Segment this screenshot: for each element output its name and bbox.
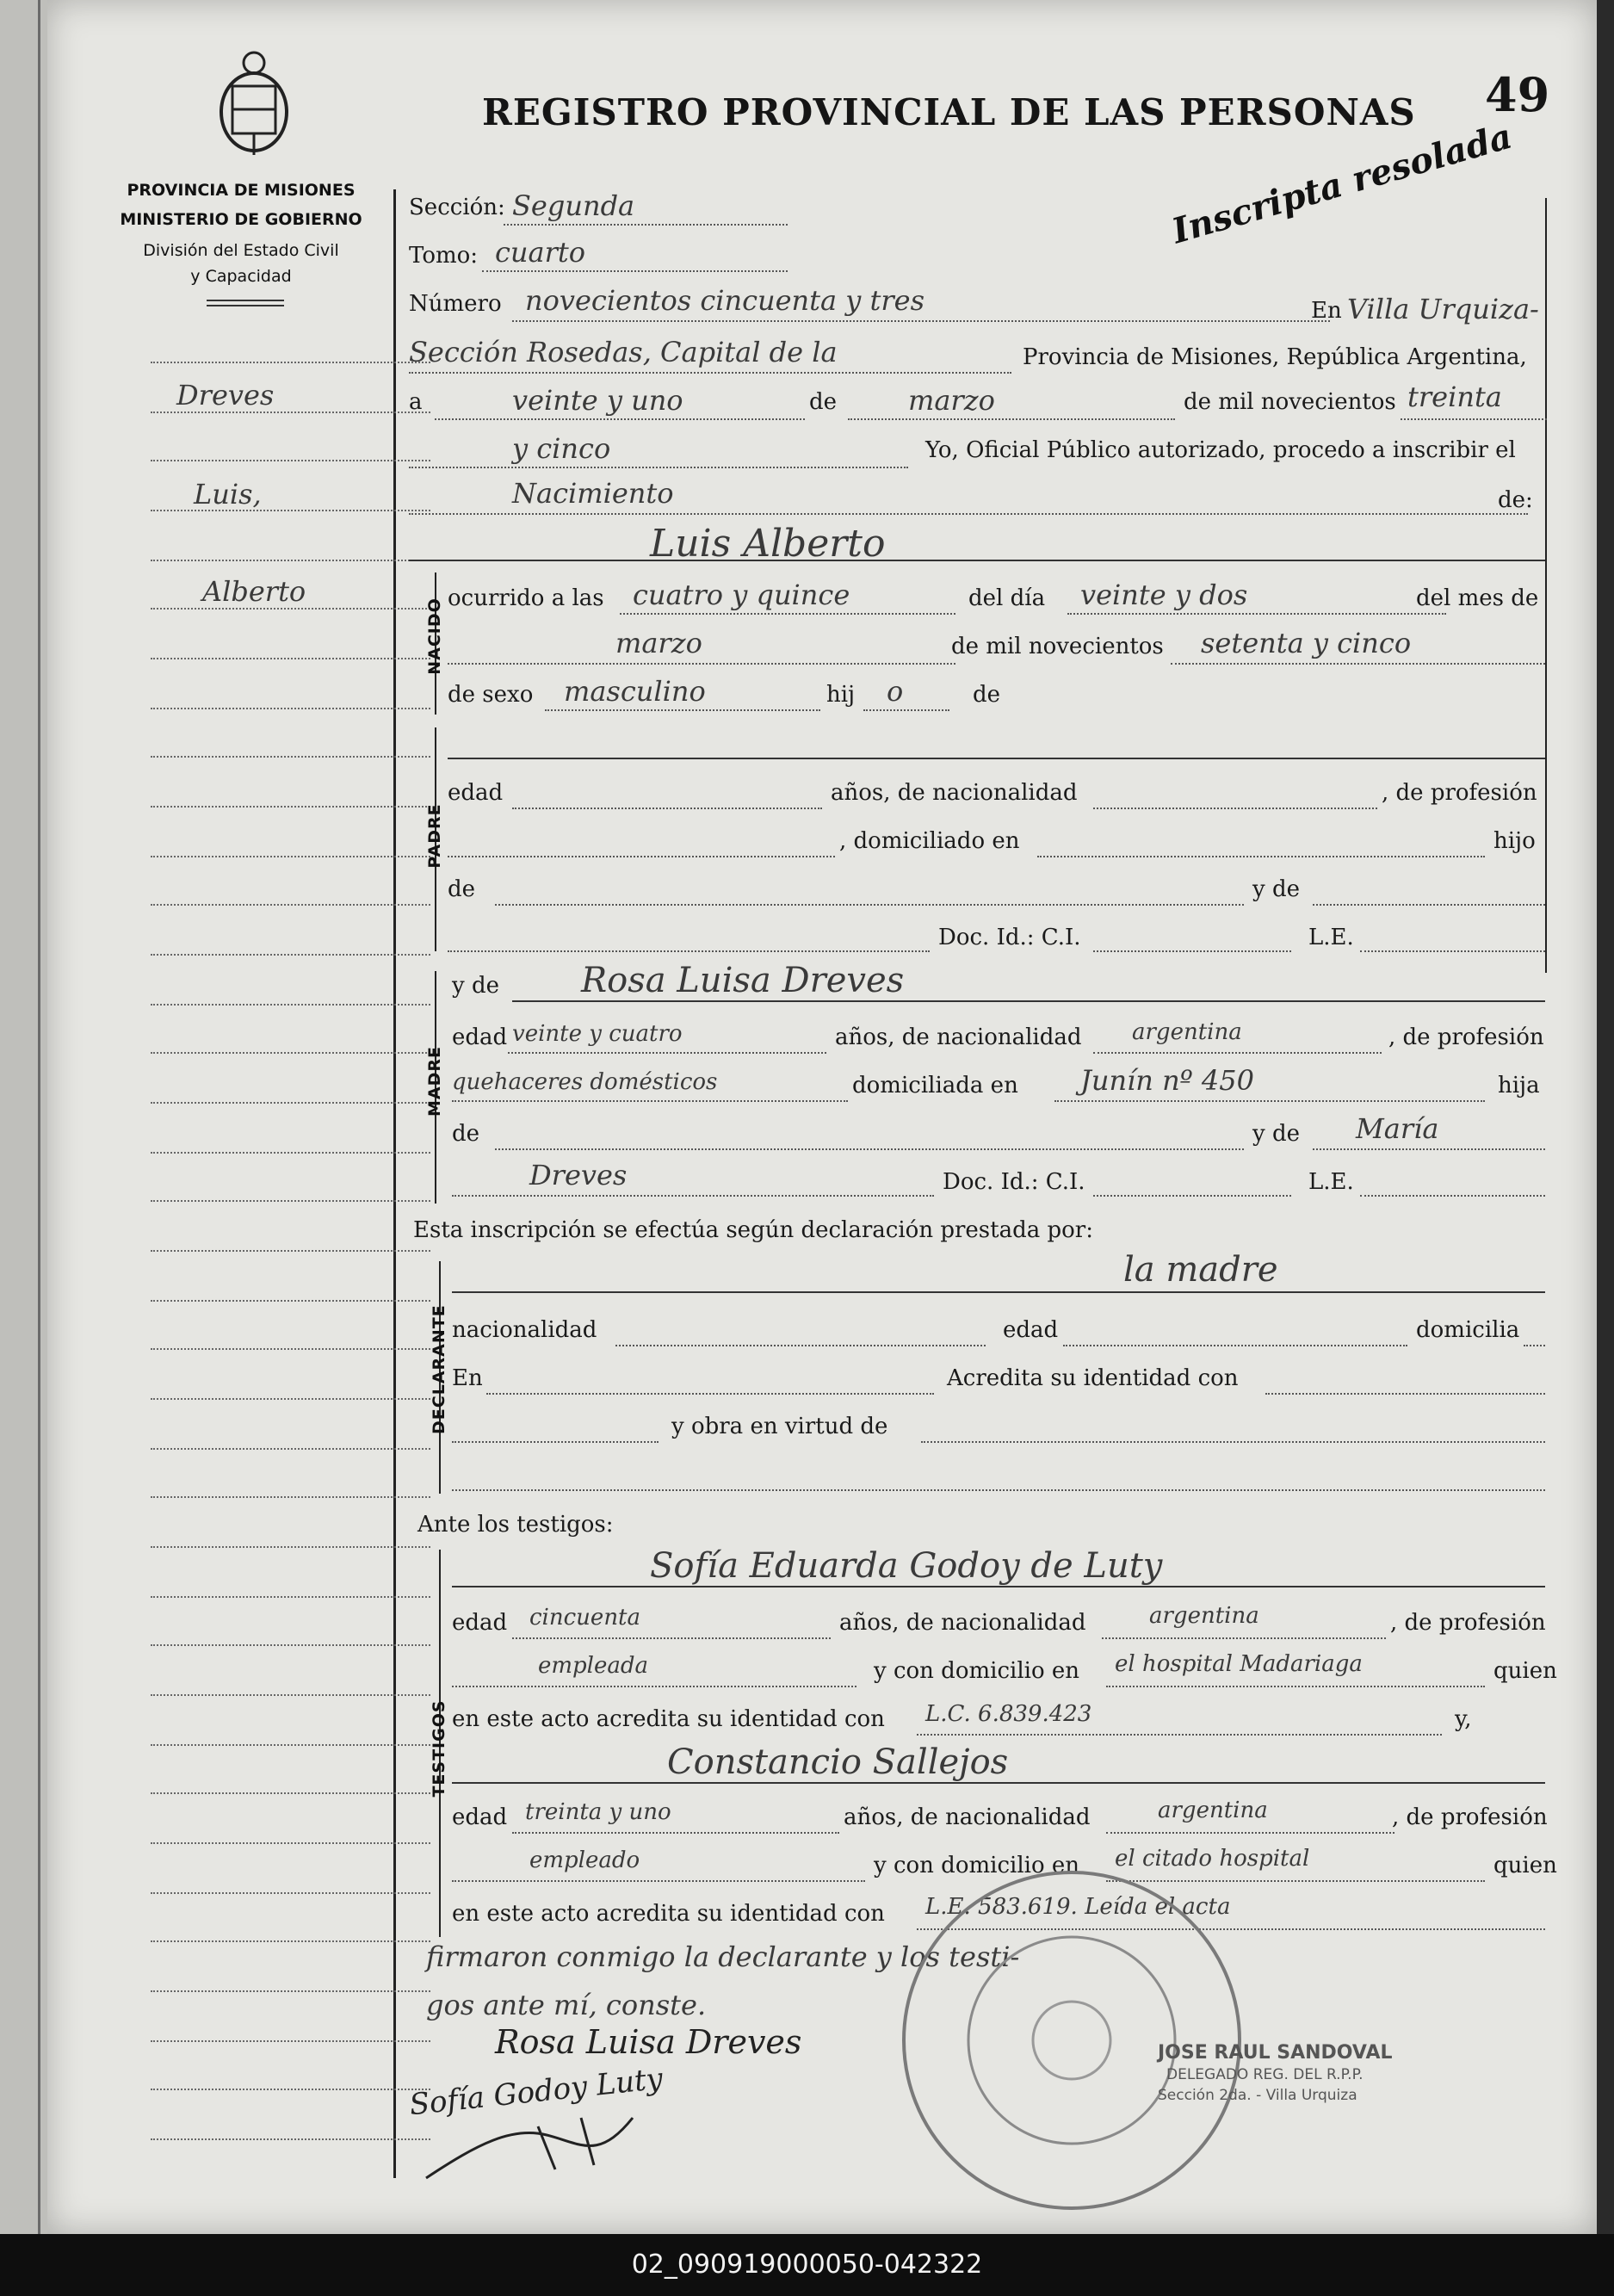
document-id: 02_090919000050-042322 (631, 2250, 983, 2280)
value-t2-profesion: empleado (529, 1847, 640, 1873)
margin-note-first-name: Luis, (194, 478, 262, 511)
side-label-declarante: DECLARANTE (430, 1304, 448, 1434)
label-t2-domicilio: y con domicilio en (874, 1853, 1080, 1878)
label-declarante-domicilia: domicilia (1416, 1317, 1520, 1343)
label-sexo: de sexo (448, 682, 534, 708)
label-t1-acredita: en este acto acredita su identidad con (452, 1706, 885, 1732)
label-madre-edad: edad (452, 1024, 508, 1050)
value-nombre: Luis Alberto (650, 522, 886, 566)
label-declarante-obra: y obra en virtud de (671, 1414, 888, 1439)
label-madre-profesion: , de profesión (1388, 1024, 1544, 1050)
side-label-padre: PADRE (425, 803, 444, 869)
value-anio-cont: y cinco (512, 432, 611, 465)
value-madre-profesion: quehaceres domésticos (452, 1069, 718, 1095)
registry-page (47, 0, 1597, 2234)
value-numero: novecientos cincuenta y tres (525, 284, 925, 317)
label-del-mes: del mes de (1416, 585, 1539, 611)
label-padre-de: de (448, 876, 476, 902)
signature-witness: Sofía Godoy Luty (407, 2061, 665, 2123)
label-inscripcion: Esta inscripción se efectúa según declaración prestada por: (413, 1217, 1093, 1243)
label-declarante-en: En (452, 1365, 483, 1391)
label-t2-edad: edad (452, 1804, 508, 1830)
margin-note-surname: Dreves (176, 379, 275, 412)
stamp-title: DELEGADO REG. DEL R.P.P. (1166, 2066, 1364, 2083)
label-t1-domicilio: y con domicilio en (874, 1658, 1080, 1684)
label-madre-y-de-2: y de (1252, 1121, 1300, 1147)
label-a: a (409, 389, 423, 415)
value-t1-documento: L.C. 6.839.423 (925, 1701, 1092, 1727)
label-yo-oficial: Yo, Oficial Público autorizado, procedo a inscribir el (925, 437, 1516, 463)
value-madre-nacionalidad: argentina (1132, 1019, 1242, 1045)
label-seccion: Sección: (409, 195, 505, 220)
value-t1-domicilio: el hospital Madariaga (1115, 1651, 1363, 1677)
stamp-annotation: Inscripta resolada (1167, 115, 1517, 252)
column-divider (393, 189, 396, 2178)
label-declarante-edad: edad (1003, 1317, 1059, 1343)
label-ocurrido: ocurrido a las (448, 585, 604, 611)
signature-official (409, 2092, 684, 2195)
value-t2-documento: L.E. 583.619. Leída el acta (925, 1894, 1231, 1920)
value-t1-edad: cincuenta (529, 1605, 641, 1631)
label-del-dia: del día (968, 585, 1046, 611)
page-number: 49 (1485, 67, 1550, 122)
label-t2-nacionalidad: años, de nacionalidad (844, 1804, 1091, 1830)
label-t1-profesion: , de profesión (1390, 1610, 1546, 1636)
label-mil-novecientos: de mil novecientos (1184, 389, 1396, 415)
value-anio: treinta (1407, 381, 1502, 413)
value-t2-edad: treinta y uno (525, 1799, 671, 1825)
value-madre-edad: veinte y cuatro (512, 1021, 683, 1047)
label-madre-doc: Doc. Id.: C.I. (943, 1169, 1085, 1195)
value-declarante: la madre (1123, 1250, 1278, 1290)
value-hora: cuatro y quince (633, 579, 850, 611)
label-padre-hijo: hijo (1493, 828, 1536, 854)
value-t1-nacionalidad: argentina (1149, 1603, 1259, 1629)
value-testigo1-nombre: Sofía Eduarda Godoy de Luty (650, 1546, 1163, 1586)
side-label-madre: MADRE (425, 1046, 444, 1117)
closing-line-2: gos ante mí, conste. (426, 1989, 707, 2021)
label-hij: hij (826, 682, 856, 708)
label-madre-de: de (452, 1121, 480, 1147)
label-padre-le: L.E. (1308, 925, 1354, 950)
label-madre-domicilio: domiciliada en (852, 1073, 1018, 1098)
label-t1-nacionalidad: años, de nacionalidad (839, 1610, 1086, 1636)
value-tomo: cuarto (495, 236, 586, 269)
label-t1-y: y, (1455, 1706, 1472, 1732)
label-padre-y-de: y de (1252, 876, 1300, 902)
header-line-3: División del Estado Civil (143, 241, 339, 260)
value-sexo: masculino (564, 675, 706, 708)
value-mes-nac: marzo (615, 627, 702, 659)
label-t2-profesion: , de profesión (1392, 1804, 1548, 1830)
value-madre-domicilio: Junín nº 450 (1080, 1064, 1254, 1097)
left-page-strip (0, 0, 47, 2234)
label-numero: Número (409, 291, 502, 317)
side-label-nacido: NACIDO (425, 597, 444, 675)
label-t1-quien: quien (1493, 1658, 1557, 1684)
label-ante-testigos: Ante los testigos: (417, 1512, 614, 1538)
value-testigo2-nombre: Constancio Sallejos (667, 1742, 1009, 1782)
label-de: de (809, 389, 838, 415)
label-madre-le: L.E. (1308, 1169, 1354, 1195)
label-padre-nacionalidad: años, de nacionalidad (831, 780, 1078, 806)
signature-declarante: Rosa Luisa Dreves (495, 2023, 802, 2061)
value-seccion: Segunda (512, 189, 635, 222)
value-acto: Nacimiento (512, 477, 674, 510)
label-t2-quien: quien (1493, 1853, 1557, 1878)
value-place: Villa Urquiza- (1347, 293, 1539, 325)
label-madre-hija: hija (1498, 1073, 1540, 1098)
right-border (1545, 198, 1547, 973)
label-madre-nacionalidad: años, de nacionalidad (835, 1024, 1082, 1050)
header-line-4: y Capacidad (190, 267, 292, 286)
value-madre-nombre: Rosa Luisa Dreves (581, 961, 905, 1000)
label-de-colon: de: (1498, 487, 1533, 513)
value-madre-madre-apellido: Dreves (529, 1159, 628, 1191)
stamp-office: Sección 2da. - Villa Urquiza (1158, 2087, 1357, 2104)
value-hij-suffix: o (887, 675, 904, 708)
label-provincia: Provincia de Misiones, República Argentina, (1023, 344, 1527, 370)
label-padre-edad: edad (448, 780, 504, 806)
footer-bar (0, 2234, 1614, 2296)
label-t2-acredita: en este acto acredita su identidad con (452, 1901, 885, 1927)
label-padre-doc: Doc. Id.: C.I. (938, 925, 1081, 950)
label-padre-profesion: , de profesión (1382, 780, 1537, 806)
value-madre-madre: María (1356, 1112, 1439, 1145)
value-t2-nacionalidad: argentina (1158, 1798, 1268, 1823)
label-tomo: Tomo: (409, 243, 479, 269)
label-t1-edad: edad (452, 1610, 508, 1636)
value-t1-profesion: empleada (538, 1653, 649, 1679)
closing-line-1: firmaron conmigo la declarante y los testi- (426, 1940, 1020, 1973)
official-seal (891, 1860, 1252, 2221)
label-madre-y-de: y de (452, 973, 499, 999)
value-dia: veinte y uno (512, 384, 683, 417)
side-label-testigos: TESTIGOS (430, 1699, 448, 1798)
value-place-continued: Sección Rosedas, Capital de la (409, 336, 838, 368)
label-mil-novecientos-2: de mil novecientos (951, 634, 1164, 659)
margin-note-middle-name: Alberto (202, 575, 306, 608)
label-en: En (1311, 298, 1342, 324)
stamp-name: JOSE RAUL SANDOVAL (1158, 2042, 1393, 2064)
value-mes: marzo (908, 384, 995, 417)
value-t2-domicilio: el citado hospital (1115, 1846, 1310, 1872)
label-declarante-acredita: Acredita su identidad con (947, 1365, 1239, 1391)
label-padre-domicilio: , domiciliado en (839, 828, 1020, 854)
coat-of-arms-icon (207, 47, 301, 159)
label-de-2: de (973, 682, 1001, 708)
label-declarante-nacionalidad: nacionalidad (452, 1317, 597, 1343)
value-dia-nac: veinte y dos (1080, 579, 1248, 611)
header-line-1: PROVINCIA DE MISIONES (127, 181, 356, 200)
value-anio-nac: setenta y cinco (1201, 627, 1412, 659)
header-line-2: MINISTERIO DE GOBIERNO (120, 210, 362, 229)
document-title: REGISTRO PROVINCIAL DE LAS PERSONAS (482, 91, 1416, 133)
